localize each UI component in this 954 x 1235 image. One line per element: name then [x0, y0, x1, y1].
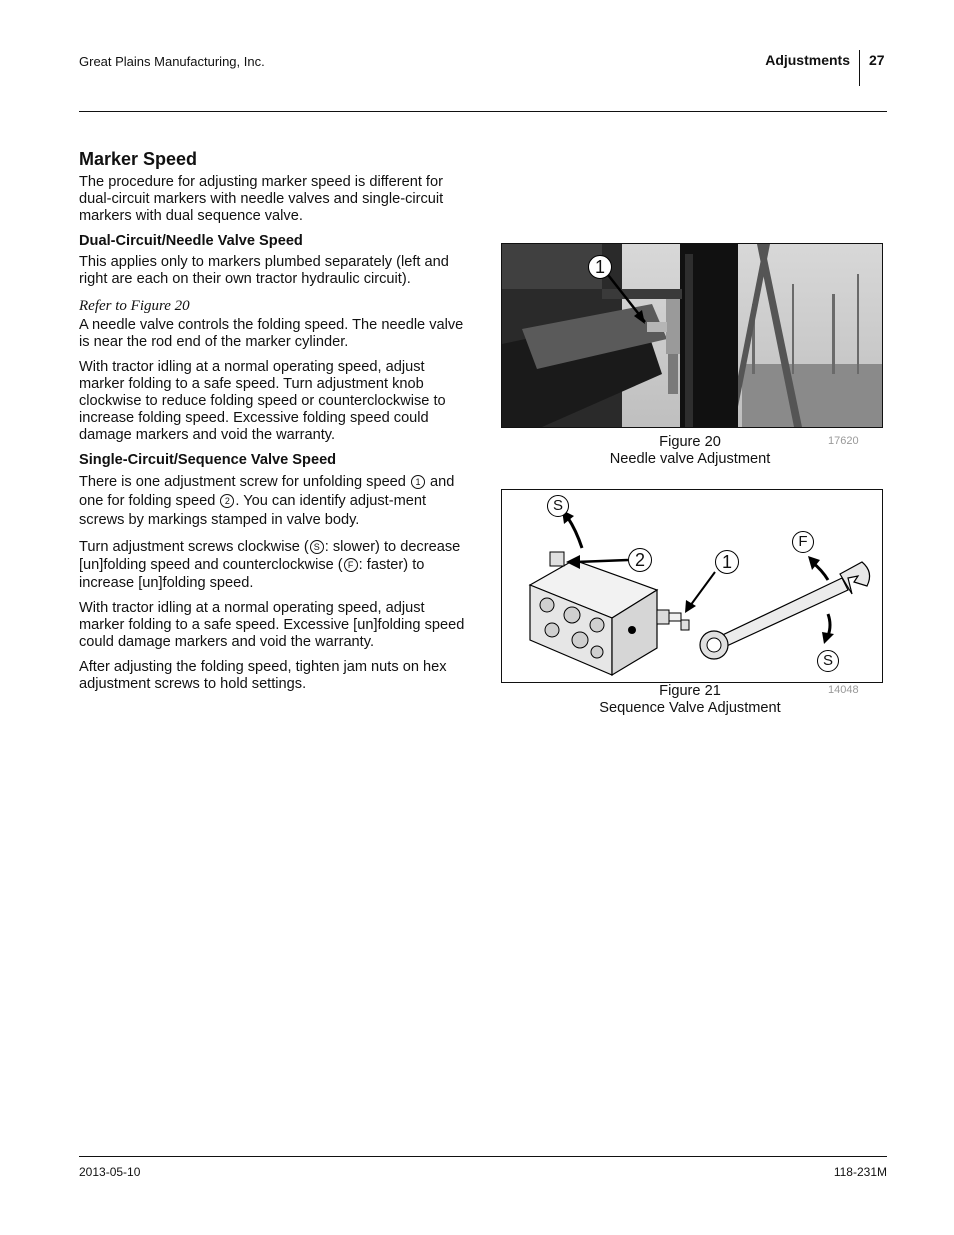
figure-21-caption: Figure 21 Sequence Valve Adjustment — [599, 683, 781, 716]
page-number: 27 — [869, 52, 885, 68]
figure-21-id: 14048 — [828, 684, 859, 696]
single-circuit-heading: Single-Circuit/Sequence Valve Speed — [79, 452, 337, 468]
single-p2: Turn adjustment screws clockwise ( S : slower) to decrease [un]folding speed and counterclockwise ( F : faster) to increase [un]folding speed. — [79, 539, 461, 591]
section-title: Adjustments — [765, 52, 850, 68]
callout-s-bottom: S — [817, 650, 839, 672]
callout-2: 2 — [628, 548, 652, 572]
company-name: Great Plains Manufacturing, Inc. — [79, 54, 265, 69]
callout-f: F — [792, 531, 814, 553]
header-rule — [79, 111, 887, 112]
dual-p3: With tractor idling at a normal operating speed, adjust marker folding to a safe speed. Turn adjustment knob clockwise to reduce folding speed or counterclockwise to increase folding speed. Excessive folding speed could damage markers and void the warranty. — [79, 359, 446, 443]
dual-p1: This applies only to markers plumbed separately (left and right are each on their own tractor hydraulic circuit). — [79, 254, 449, 287]
circle-s-icon: S — [310, 540, 324, 554]
intro-paragraph: The procedure for adjusting marker speed is different for dual-circuit markers with needle valves and single-circuit markers with dual sequence valve. — [79, 174, 444, 224]
dual-circuit-heading: Dual-Circuit/Needle Valve Speed — [79, 233, 303, 249]
circle-2-icon: 2 — [220, 494, 234, 508]
figure-20-photo — [501, 243, 883, 428]
refer-to-figure: Refer to Figure 20 — [79, 298, 190, 314]
text-column — [79, 149, 465, 701]
circle-f-icon: F — [344, 558, 358, 572]
footer-rule — [79, 1156, 887, 1157]
header-divider — [859, 50, 860, 86]
circle-1-icon: 1 — [411, 475, 425, 489]
page-title: Marker Speed — [79, 149, 198, 169]
footer-doc-number: 118-231M — [833, 1165, 887, 1179]
callout-1: 1 — [588, 255, 612, 279]
single-p4: After adjusting the folding speed, tighten jam nuts on hex adjustment screws to hold settings. — [79, 659, 447, 692]
figure-21-drawing — [501, 489, 883, 683]
figure-20-caption: Figure 20 Needle valve Adjustment — [609, 434, 771, 467]
single-p3: With tractor idling at a normal operating speed, adjust marker folding to a safe speed. Excessive [un]folding speed could damage markers and void the warranty. — [79, 600, 465, 650]
needle-valve-photo — [502, 244, 882, 427]
callout-1: 1 — [715, 550, 739, 574]
footer-date: 2013-05-10 — [79, 1165, 141, 1179]
single-p1: There is one adjustment screw for unfolding speed 1 and one for folding speed 2 . You can identify adjust-ment screws by markings stamped in valve body. — [79, 474, 455, 528]
figure-20-id: 17620 — [828, 435, 859, 447]
dual-p2: A needle valve controls the folding speed. The needle valve is near the rod end of the marker cylinder. — [79, 317, 464, 350]
callout-s-top: S — [547, 495, 569, 517]
